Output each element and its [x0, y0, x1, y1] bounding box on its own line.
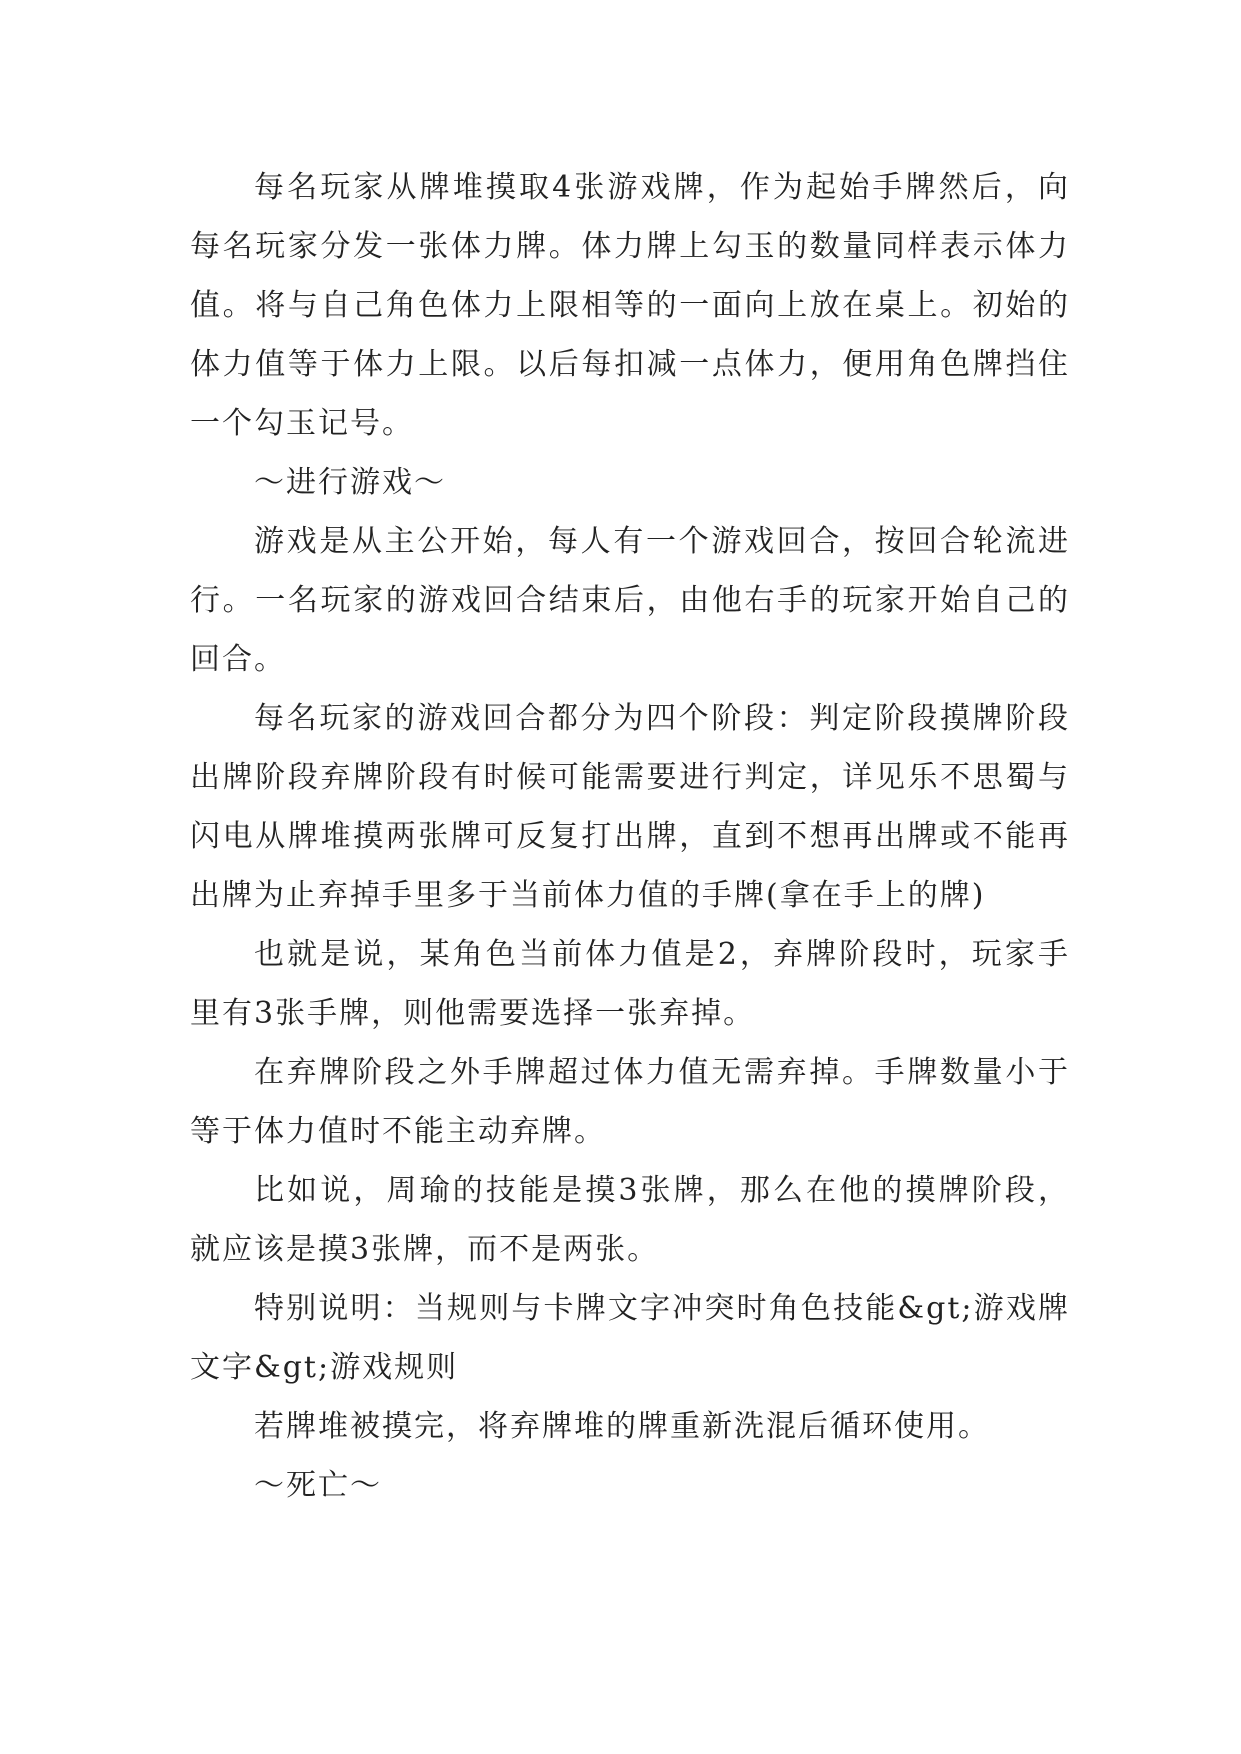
paragraph-reshuffle: 若牌堆被摸完，将弃牌堆的牌重新洗混后循环使用。	[254, 1409, 990, 1444]
section-heading-play: ～进行游戏～	[254, 465, 446, 500]
paragraph-special-note: 特别说明：当规则与卡牌文字冲突时角色技能&gt;游戏牌文字&gt;游戏规则	[190, 1291, 1070, 1385]
paragraph-turn-order: 游戏是从主公开始，每人有一个游戏回合，按回合轮流进行。一名玩家的游戏回合结束后，由他右手的玩家开始自己的回合。	[190, 524, 1070, 677]
document-body	[190, 158, 1070, 1515]
paragraph-draw-example: 比如说，周瑜的技能是摸3张牌，那么在他的摸牌阶段，就应该是摸3张牌，而不是两张。	[190, 1173, 1070, 1267]
paragraph-discard-rule: 在弃牌阶段之外手牌超过体力值无需弃掉。手牌数量小于等于体力值时不能主动弃牌。	[190, 1055, 1070, 1149]
paragraph-discard-example: 也就是说，某角色当前体力值是2，弃牌阶段时，玩家手里有3张手牌，则他需要选择一张弃掉。	[190, 937, 1070, 1031]
section-heading-death: ～死亡～	[254, 1468, 382, 1503]
paragraph-turn-phases: 每名玩家的游戏回合都分为四个阶段：判定阶段摸牌阶段出牌阶段弃牌阶段有时候可能需要进行判定，详见乐不思蜀与闪电从牌堆摸两张牌可反复打出牌，直到不想再出牌或不能再出牌为止弃掉手里多于当前体力值的手牌(拿在手上的牌)	[190, 701, 1070, 913]
paragraph-setup: 每名玩家从牌堆摸取4张游戏牌，作为起始手牌然后，向每名玩家分发一张体力牌。体力牌上勾玉的数量同样表示体力值。将与自己角色体力上限相等的一面向上放在桌上。初始的体力值等于体力上限。以后每扣减一点体力，便用角色牌挡住一个勾玉记号。	[190, 170, 1070, 441]
